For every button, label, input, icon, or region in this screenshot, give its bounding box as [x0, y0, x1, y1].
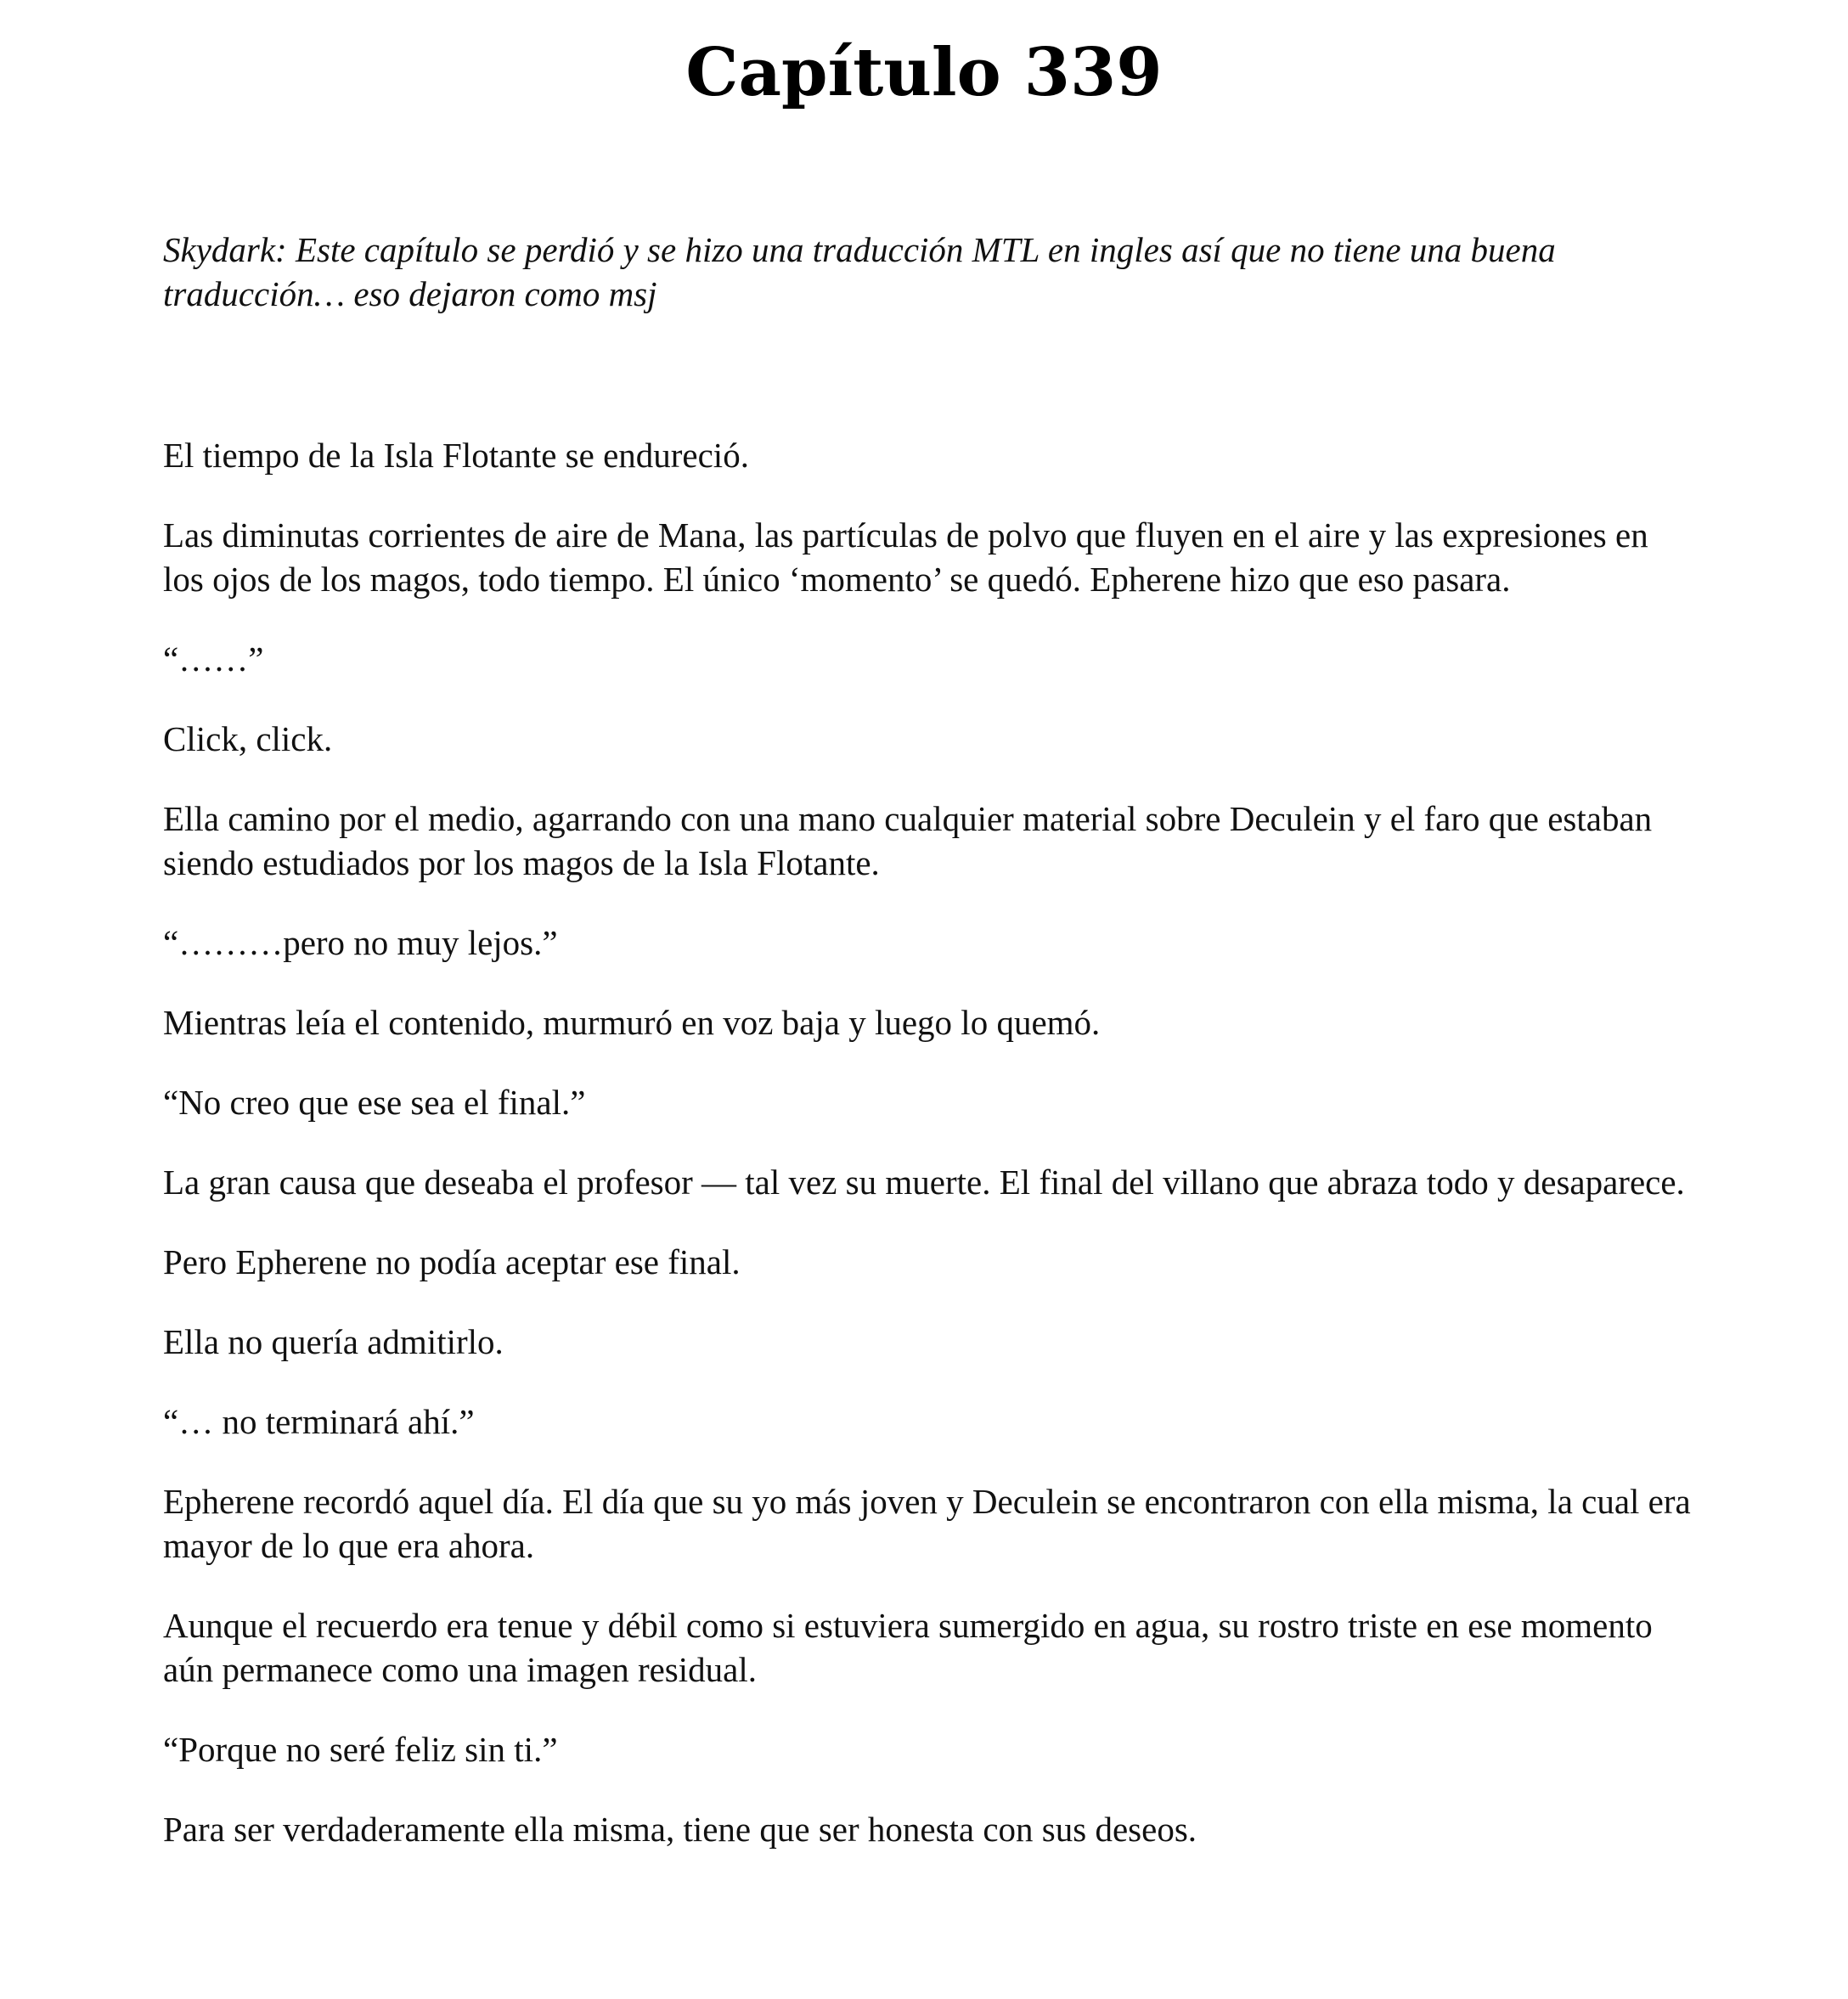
- paragraph: “………pero no muy lejos.”: [163, 923, 558, 962]
- paragraph-list: [163, 433, 1692, 1851]
- paragraph: “… no terminará ahí.”: [163, 1402, 475, 1441]
- paragraph: Las diminutas corrientes de aire de Mana, las partículas de polvo que fluyen en el aire y las expresiones en los ojos de los magos, todo tiempo. El único ‘momento’ se quedó. Epherene hizo que eso pasara.: [163, 515, 1648, 599]
- document-body: [163, 228, 1692, 1887]
- paragraph: Ella camino por el medio, agarrando con una mano cualquier material sobre Deculein y el faro que estaban siendo estudiados por los magos de la Isla Flotante.: [163, 799, 1653, 882]
- paragraph: Mientras leía el contenido, murmuró en voz baja y luego lo quemó.: [163, 1003, 1101, 1042]
- chapter-title: Capítulo 339: [685, 34, 1163, 111]
- paragraph: Ella no quería admitirlo.: [163, 1322, 504, 1361]
- paragraph: “No creo que ese sea el final.”: [163, 1083, 586, 1122]
- paragraph: Epherene recordó aquel día. El día que su yo más joven y Deculein se encontraron con ella misma, la cual era mayor de lo que era ahora.: [163, 1482, 1691, 1565]
- paragraph: La gran causa que deseaba el profesor — tal vez su muerte. El final del villano que abraza todo y desaparece.: [163, 1163, 1685, 1202]
- paragraph: Pero Epherene no podía aceptar ese final.: [163, 1242, 741, 1281]
- paragraph: Aunque el recuerdo era tenue y débil como si estuviera sumergido en agua, su rostro triste en ese momento aún permanece como una imagen residual.: [163, 1606, 1653, 1689]
- paragraph: “……”: [163, 639, 264, 679]
- paragraph: Para ser verdaderamente ella misma, tiene que ser honesta con sus deseos.: [163, 1810, 1197, 1849]
- translator-note: Skydark: Este capítulo se perdió y se hizo una traducción MTL en ingles así que no tiene una buena traducción… eso dejaron como msj: [163, 230, 1556, 313]
- paragraph: El tiempo de la Isla Flotante se endureció.: [163, 436, 749, 475]
- paragraph: “Porque no seré feliz sin ti.”: [163, 1730, 558, 1769]
- paragraph: Click, click.: [163, 719, 333, 758]
